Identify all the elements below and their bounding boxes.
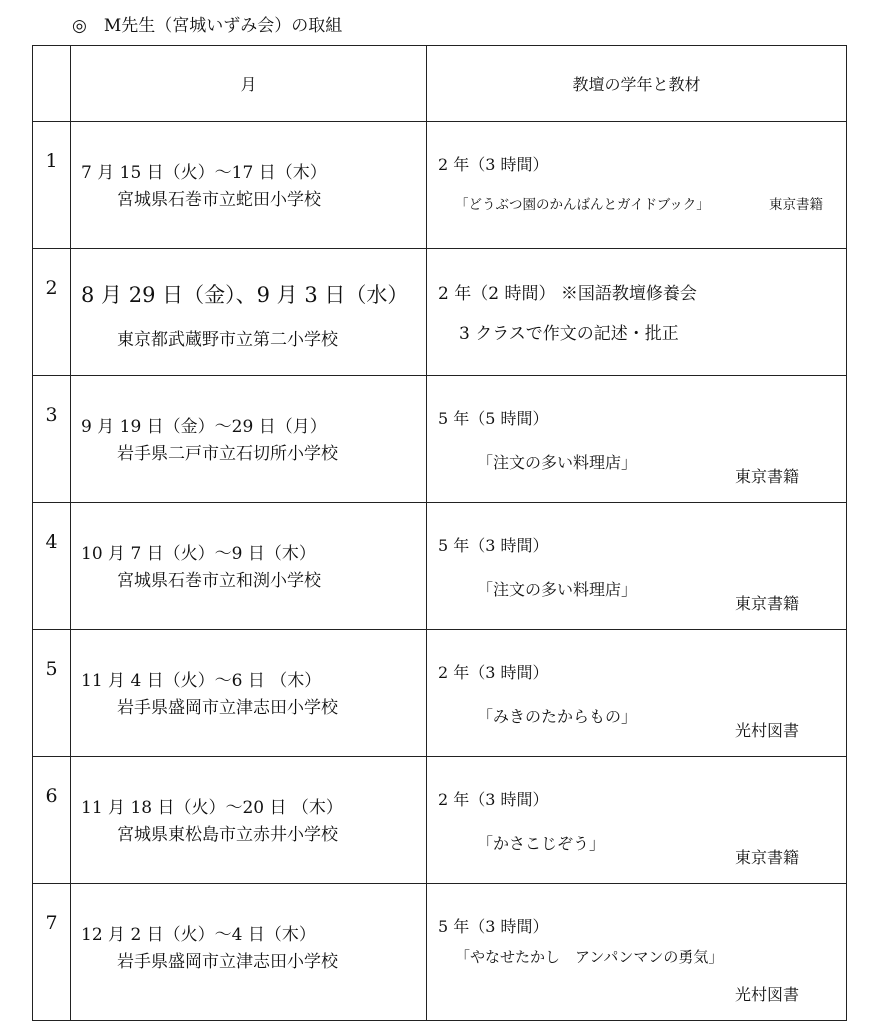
- row-number-cell: [33, 249, 71, 376]
- header-month: 月: [71, 46, 427, 122]
- grade-hours: 5 年（3 時間）: [438, 536, 549, 555]
- material-cell: [427, 757, 847, 884]
- publisher: 東京書籍: [735, 594, 800, 613]
- date-cell: [71, 884, 427, 1021]
- page-heading: ◎ M先生（宮城いずみ会）の取組: [72, 16, 343, 36]
- material-cell: [427, 122, 847, 249]
- material-cell: [427, 249, 847, 376]
- row-number: 1: [45, 150, 58, 172]
- date-cell: [71, 757, 427, 884]
- row-number: 4: [45, 531, 58, 553]
- header-number-cell: [33, 46, 71, 122]
- table-row: [33, 122, 847, 249]
- material-title: 「どうぶつ園のかんばんとガイドブック」: [455, 197, 710, 213]
- visit-dates: 7 月 15 日（火）～17 日（木）: [81, 163, 327, 183]
- material-cell: [427, 884, 847, 1021]
- material-title: 「注文の多い料理店」: [477, 580, 638, 599]
- table-row: [33, 884, 847, 1021]
- grade-hours: 2 年（3 時間）: [438, 790, 549, 809]
- row-number: 3: [45, 404, 58, 426]
- row-number: 2: [45, 277, 58, 299]
- material-title: 「やなせたかし アンパンマンの勇気」: [455, 948, 724, 966]
- row-number-cell: [33, 503, 71, 630]
- header-material: 教壇の学年と教材: [427, 46, 847, 122]
- row-number: 7: [45, 912, 58, 934]
- visit-dates: 11 月 18 日（火）～20 日 （木）: [81, 798, 343, 818]
- table-row: [33, 630, 847, 757]
- school-name: 東京都武蔵野市立第二小学校: [117, 330, 338, 350]
- material-cell: [427, 630, 847, 757]
- date-cell: [71, 503, 427, 630]
- row-number-cell: [33, 376, 71, 503]
- date-cell: [71, 122, 427, 249]
- school-name: 宮城県東松島市立赤井小学校: [117, 825, 338, 845]
- publisher: 光村図書: [735, 721, 800, 740]
- date-cell: [71, 630, 427, 757]
- visit-dates: 8 月 29 日（金）、9 月 3 日（水）: [81, 283, 409, 307]
- school-name: 宮城県石巻市立蛇田小学校: [117, 190, 321, 210]
- date-cell: [71, 376, 427, 503]
- school-name: 宮城県石巻市立和渕小学校: [117, 571, 321, 591]
- table-row: [33, 757, 847, 884]
- school-name: 岩手県盛岡市立津志田小学校: [117, 698, 338, 718]
- publisher: 光村図書: [735, 985, 800, 1004]
- visit-dates: 10 月 7 日（火）～9 日（木）: [81, 544, 316, 564]
- grade-hours: 2 年（3 時間）: [438, 155, 549, 174]
- table-row: [33, 249, 847, 376]
- row-number-cell: [33, 630, 71, 757]
- visit-dates: 12 月 2 日（火）～4 日（木）: [81, 925, 316, 945]
- visit-dates: 9 月 19 日（金）～29 日（月）: [81, 417, 327, 437]
- publisher: 東京書籍: [735, 467, 800, 486]
- visit-dates: 11 月 4 日（火）～6 日 （木）: [81, 671, 322, 691]
- table-row: [33, 376, 847, 503]
- material-title: 3 クラスで作文の記述・批正: [459, 324, 679, 344]
- material-title: 「みきのたからもの」: [477, 707, 638, 726]
- school-name: 岩手県盛岡市立津志田小学校: [117, 952, 338, 972]
- material-title: 「かさこじぞう」: [477, 834, 606, 853]
- grade-hours: 5 年（3 時間）: [438, 917, 549, 936]
- row-number-cell: [33, 884, 71, 1021]
- row-number: 5: [45, 658, 58, 680]
- grade-hours: 2 年（3 時間）: [438, 663, 549, 682]
- grade-hours: 5 年（5 時間）: [438, 409, 549, 428]
- row-number-cell: [33, 122, 71, 249]
- grade-hours: 2 年（2 時間） ※国語教壇修養会: [438, 284, 697, 304]
- row-number-cell: [33, 757, 71, 884]
- material-title: 「注文の多い料理店」: [477, 453, 638, 472]
- table-header-row: [33, 46, 847, 122]
- schedule-table: [32, 45, 847, 1021]
- table-row: [33, 503, 847, 630]
- school-name: 岩手県二戸市立石切所小学校: [117, 444, 338, 464]
- material-cell: [427, 376, 847, 503]
- row-number: 6: [45, 785, 58, 807]
- date-cell: [71, 249, 427, 376]
- publisher: 東京書籍: [735, 848, 800, 867]
- material-cell: [427, 503, 847, 630]
- publisher: 東京書籍: [769, 197, 823, 213]
